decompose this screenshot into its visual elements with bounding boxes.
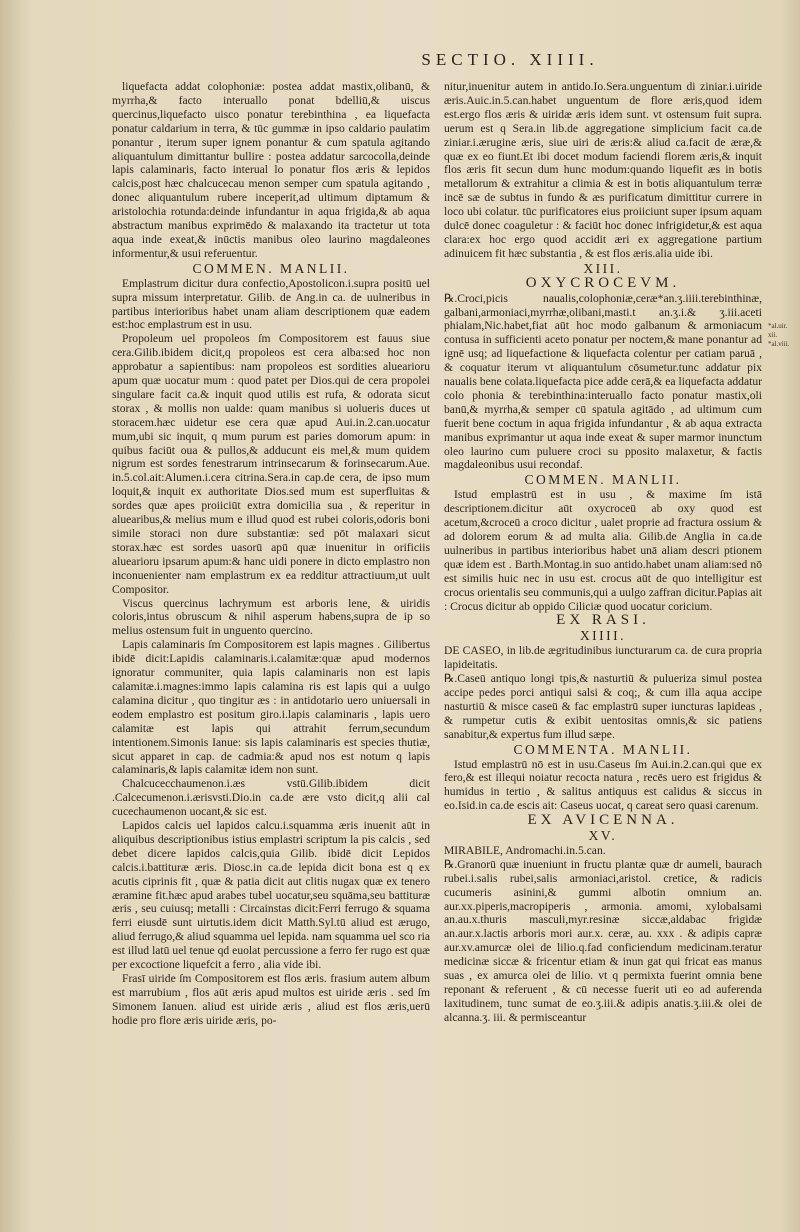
left-column — [112, 80, 430, 1028]
section-heading: COMMENTA. MANLII. — [513, 741, 693, 757]
section-heading: XIII. — [583, 260, 623, 276]
body-paragraph: Viscus quercinus lachrymum est arboris lene, & uiridis coloris,intus obruscum & nihil asperum habens,supra de ip so melius ostensum fuit in unguento quercino. — [112, 596, 430, 638]
section-heading: EX RASI. — [556, 612, 650, 629]
body-paragraph: liquefacta addat colophoniæ: postea addat mastix,olibanū, & myrrha,& facto interuallo ponat bdelliū,& uiscus quercinus,liquefacto uisco ponatur terebinthina , ea liquefacta ponatur caldarium in terra, & tūc gummæ in ipso caldario paulatim ponantur , iterum super ignem ponantur & cum spatula agitando aliquantulum dimittantur bullire : postea addatur sarcocolla,deinde lapis calaminaris, facto interual lo ponatur flos æris & lepidos calcis,post hæc chalcucecau menon semper cum spatula agitando , donec aliquantulum rubere inceperit,ad ultimum diptamum & aristolochia rotunda:deinde infundantur in aqua frigida,& ab aqua abstractum manibus exprimēdo & malaxando ita tractetur ut tota aqua inde exeat,& inūctis manibus oleo laurino magdaleones informentur,& usui referuentur. — [112, 80, 430, 260]
body-paragraph: nitur,inuenitur autem in antido.Io.Sera.unguentum di ziniar.i.uiride æris.Auic.in.5.can.habet unguentum de flore æris,quod idem est.ergo flos æris & uiridæ æris idem sunt. vt ostensum fuit supra. uerum est q Sera.in lib.de aggregatione simplicium facit ca.de ziniar.i.ærugine æris, siue uiri de æris:& aliud ca.facit de æræ,& quæ ex eo fiunt.Et ibi docet modum faciendi florem æris,& inquit flos æris fit secun dum hunc modum:quando liquefit æs in botis metallorum & extrahitur a climia & est in botis aliquantulum terræ incē sæ de subtus in fundo & æs purificatum dimittitur currere in loco ubi colatur. tūc purificatores eius proiiciunt super ipsum aquam dulcē donec coaguletur : & faciūt hoc donec infrigidetur,& est aqua clara:ex hoc ergo quod accidit æri ex aggregatione partium adinuicem fit hæc substantia , & est flos æris.alia uide ibi. — [444, 80, 762, 260]
section-heading: OXYCROCEVM. — [525, 274, 681, 291]
body-paragraph: ℞.Granorū quæ inueniunt in fructu plantæ quæ dr aumeli, baurach rubei.i.salis rubei,salis armoniaci,aristol. cretice, & radicis cucumeris asinini,& gummi albotin omnium an. aur.xx.piperis,macropiperis , armonia. amomi, xylobalsami an.au.x.thuris masculi,myr.resinæ siccæ,aldabac frigidæ an.aur.x.lactis arboris mori aur.x. ceræ, au. xxx . & adipis capræ aur.xv.amurcæ olei de lilio.q.fad conficiendum medicinam.teratur medicinæ siccæ & fricentur etiam & inun gat qui fricat eas manus suas , ex amurca olei de lilio. vt q permixta fuerint omnia bene reponant & referuent , & cū necesse fuerit uti eo ad auferenda laxitudinem, tunc sumat de eo.ʒ.iii.& adipis anatis.ʒ.iii.& olei de alcanna.ʒ. iii. & permisceantur — [444, 857, 762, 1024]
section-heading: EX AVICENNA. — [527, 812, 679, 829]
body-paragraph: Chalcucecchaumenon.i.æs vstū.Gilib.ibidem dicit .Calcecumenon.i.ærisvsti.Dio.in ca.de ære vsto dicit,q alii cal cucechaumenon uocant,& sic est. — [112, 777, 430, 819]
body-paragraph: MIRABILE, Andromachi.in.5.can. — [444, 843, 606, 857]
body-paragraph: Propoleum uel propoleos ſm Compositorem est fauus siue cera.Gilib.ibidem dicit,q propoleos est cera alba:sed hoc non approbatur a sapientibus: nam propoleos est sordities aluearioru apum quæ uocatur mum : quod patet per Dios.qui de cera propolei singulare facit ca.& inquit quod utilis est rufa, & odorata sicut storax , & mollis non ualde: quam manibus si uolueris duces ut storacem.hæc uidetur ese cera quæ apud Aui.in.2.can.uocatur mum,ubi sic inquit, q mum purum est paries domorum apum: in quibus faciūt oua & pullos,& adducunt eis mel,& mum quidem nigrum est sordes fenestrarum intrinsecarum & forinsecarum.Aue. in.5.col.ait:Alumen.i.cera citrina.Sera.in cap.de cera, de ipso mum loquit,& inquit ex authoritate Dios.sed mum est superfluitas & sordes quæ apes proiiciūt extra domicilia sua , & reperitur in aluearibus,& melius mum e illud quod est rubei coloris,odoris boni simile storaci non dure substantiæ: sed pōt malaxari sicut storax.hæc est sordes uasorū apū quæ inuenitur in orificiis aluearioru ipsarum apum:& hanc uidi ponere in dicto emplastro non inconuenienter nam emplastrum ex ea redditur attractiuum,ut uult Compositor. — [112, 332, 430, 596]
section-heading: XV. — [588, 828, 618, 844]
section-heading: COMMEN. MANLII. — [524, 472, 682, 488]
section-heading: XIIII. — [579, 628, 627, 644]
margin-note: *al.uir. xii. *al.viii. — [768, 322, 790, 348]
body-paragraph: Istud emplastrū est in usu , & maxime ſm istā descriptionem.dicitur aūt oxycroceū ab oxy quod est acetum,&croceū a croco dicitur , ualet proprie ad fractura ossium & ad dolorem eorum & ad multa alia. Gilib.de Anglia in ca.de uulneribus in partibus interioribus habet unā aliam descri ptionem quæ idem est . Barth.Montag.in suo antido.habet unam aliam:sed nō est similis huic nec in usu est. crocus aūt de quo intelligitur est crocus orientalis seu communis,qui a uulgo zaffran dicitur.Papias ait : Crocus dicitur ab oppido Ciliciæ quod uocatur coricium. — [444, 488, 762, 613]
running-head — [0, 50, 800, 70]
body-paragraph: ℞.Caseū antiquo longi tpis,& nasturtiū & pulueriza simul postea accipe pedes porci antiqui salsi & coq;, & cum illa aqua accipe nasturtiū & misce caseū & fac emplastrū super iuncturas lapideas , & rumpetur cutis & exibit uentositas omnis,& sic patiens sanabitur,& expertus fum illud sæpe. — [444, 672, 762, 741]
body-paragraph: Lapidos calcis uel lapidos calcu.i.squamma æris inuenit aūt in aliquibus descriptionibus istius emplastri scriptum la pis calcis , sed debet dicere lapidos calcis,quia Gilib. ibidē dicit Lepidos calcis.i.battituræ æris. Diosc.in ca.de lepida dicit bona est q ex acutis ciprinis fit , quæ & patia dicit aut clitis nugax quæ ex tenero æramine fit.hæc apud arabes tubel uocatur,seu squāma,seu battituræ æris , seu cuiusq; metalli : Circainstas dicit:Ferri ferrugo & squama ferri eiusdē sunt uirtutis.idem dicit Matth.Syl.tū aliud est ærugo, aliud ferrugo,& aliud squamma uel lepida. nam squamma uel sco ria est illud latū uel tenue qd euolat percussione a ferro fer rugo est quæ per excoctione liquefcit a ferro , alia vide ibi. — [112, 819, 430, 972]
right-column — [444, 80, 762, 1025]
body-paragraph: Frasī uiride ſm Compositorem est flos æris. frasium autem album est marrubium , flos aūt æris apud multos est uiride æris . sed ſm Simonem Ianuen. aliud est uiride æris , aliud est flos æris,uerū hodie pro flore æris uiride æris, po- — [112, 972, 430, 1027]
body-paragraph: Istud emplastrū nō est in usu.Caseus ſm Aui.in.2.can.qui que ex fero,& est illequi noiatur recocta natura , recēs uero est frigidus & humidus in tertio , & salitus antiquus est calidus & siccus in eo.Isid.in ca.de escis ait: Caseus uocat, q careat sero quasi carenum. — [444, 757, 762, 813]
body-paragraph: Lapis calaminaris ſm Compositorem est lapis magnes . Gilibertus ibidē dicit:Lapidis calaminaris.i.calamitæ:quæ apud modernos ignoratur communiter, quia lapis calaminaris non est lapis calamitæ.i.magnes:immo lapis calamina ris est lapis qui a uulgo calamina dicitur , quo tingitur æs : in antidotario uero uniuersali in eodem emplastro est positum giro.i.lapis calaminaris , lapis uero calamitæ est lapis qui attrahit ferrum,secundum intentionem.Simonis Ianue: sis lapis calaminaris est species thutiæ, sicut apparet in cap. de cadmia:& apud nos est notum q lapis calaminaris,& lapis calamitæ idem non sunt. — [112, 638, 430, 777]
body-paragraph: Emplastrum dicitur dura confectio,Apostolicon.i.supra positū uel supra missum interpretatur. Gilib. de Ang.in ca. de uulneribus in partibus interioribus habet unam aliam descriptionem quæ eadem est:hoc emplastrum est in usu. — [112, 276, 430, 332]
body-paragraph: ℞.Croci,picis naualis,colophoniæ,ceræ*an.ʒ.iiii.terebinthinæ, galbani,armoniaci,myrrhæ,olibani,masti.t an.ʒ.i.& ʒ.iii.aceti phialam,Nic.habet,fiat aūt hoc modo galbanum & armoniacum contusa in sufficienti aceto ponatur per noctem,& mane ponantur ad ignē usq; ad liquefactione & liquefacta colentur per catiam paruā , & coquatur iterum vt aliquantulum cōsumetur.tunc addatur pix naualis bene colata.liquefacta pice adde cerā,& ea liquefacta addatur colo phonia & terebinthina:interuallo facto ponatur mastix,oli banū,& myrrha,& semper cū spatula agitādo , ad ultimum cum fuerit bene coctum in aqua frigida infundantur , & ab aqua extracta manibus exprimantur ut aqua inde exeat & super marmor inunctum oleo laurino cum puluere croci su pposito malaxetur, & factis magdaleonibus usui recondaf. — [444, 291, 762, 472]
body-paragraph: DE CASEO, in lib.de ægritudinibus iuncturarum ca. de cura propria lapideitatis. — [444, 644, 762, 672]
section-heading: COMMEN. MANLII. — [192, 260, 350, 276]
running-head-text: SECTIO. XIIII. — [421, 50, 599, 69]
